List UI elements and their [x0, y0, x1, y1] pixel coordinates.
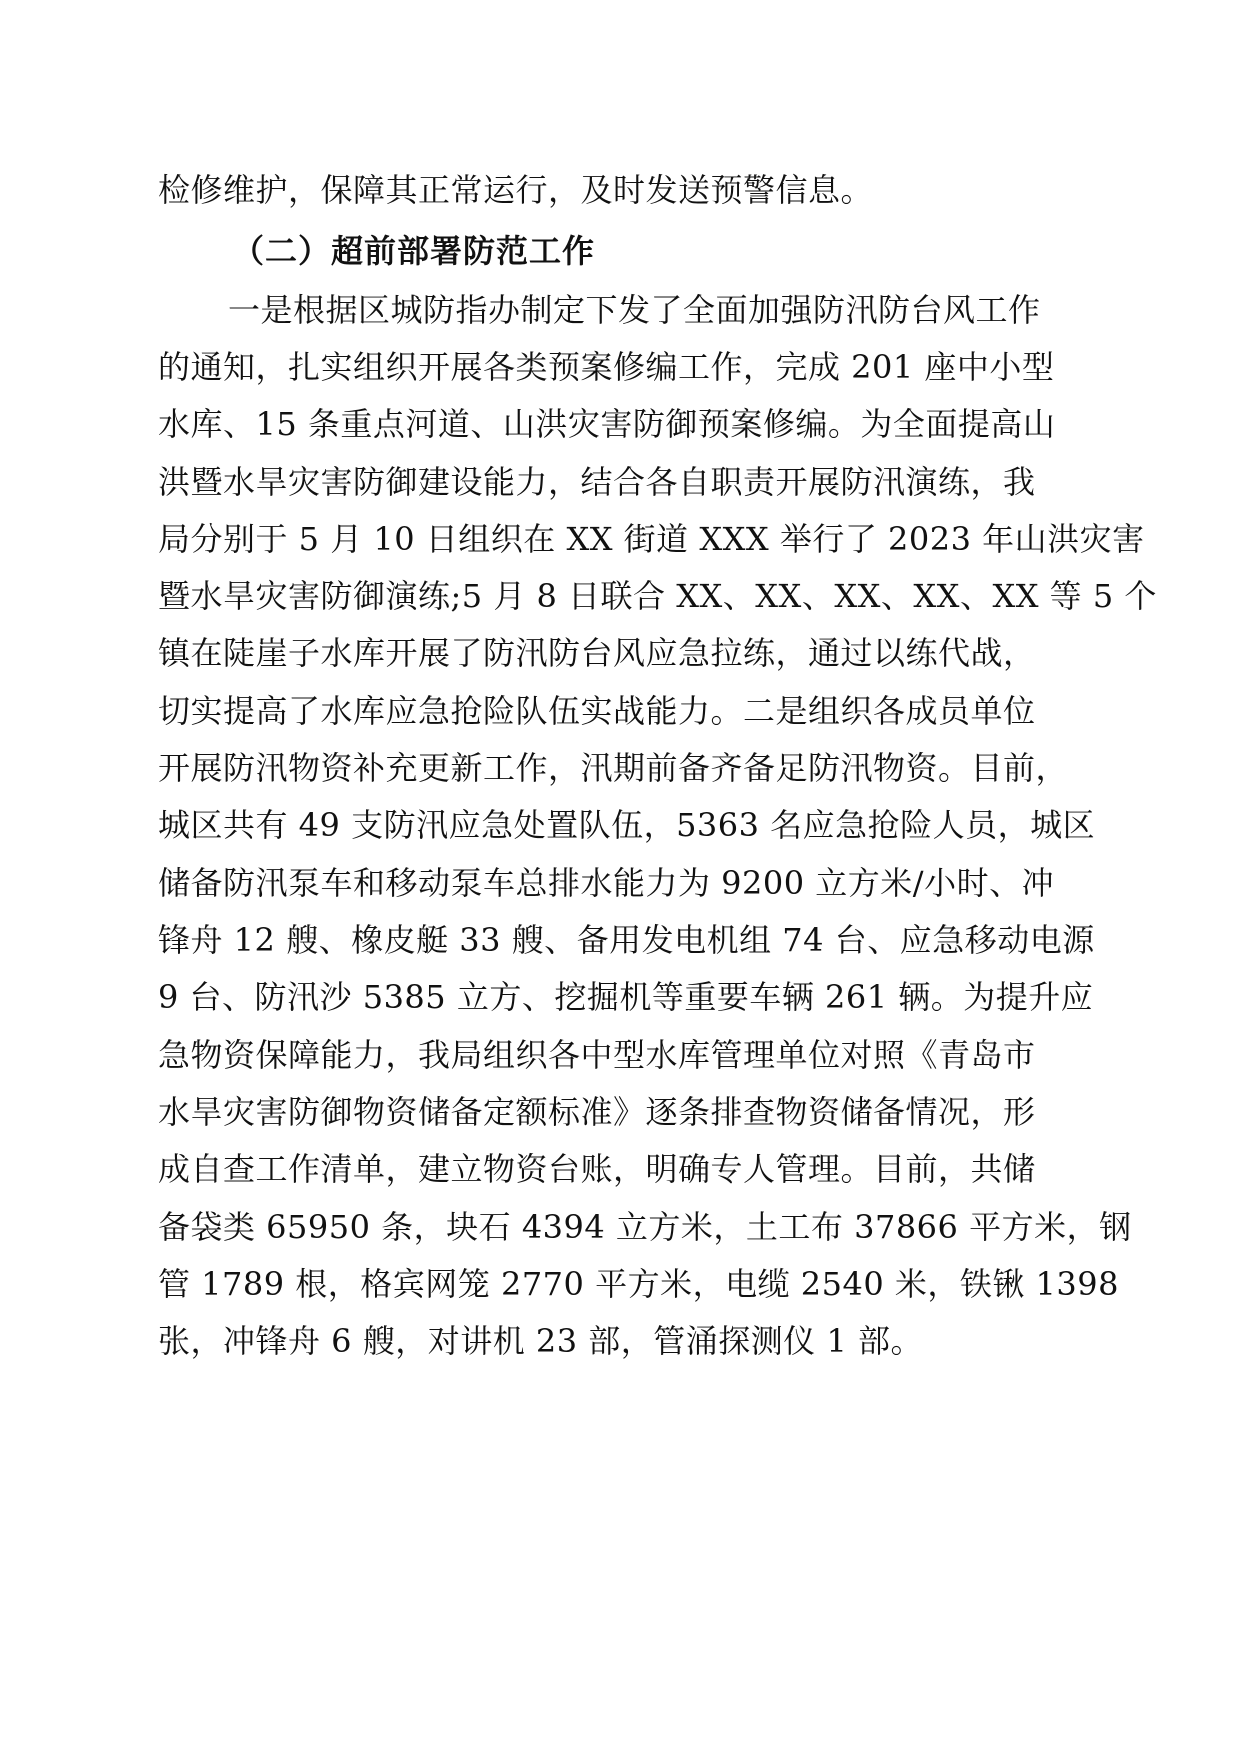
paragraph-line: 一是根据区城防指办制定下发了全面加强防汛防台风工作 — [228, 291, 1041, 329]
paragraph-line: 的通知，扎实组织开展各类预案修编工作，完成 201 座中小型 — [158, 348, 1055, 386]
paragraph-line: 储备防汛泵车和移动泵车总排水能力为 9200 立方米/小时、冲 — [158, 864, 1055, 902]
section-heading: （二）超前部署防范工作 — [232, 232, 596, 270]
continued-paragraph-line: 检修维护，保障其正常运行，及时发送预警信息。 — [158, 171, 874, 209]
paragraph-line: 暨水旱灾害防御演练;5 月 8 日联合 XX、XX、XX、XX、XX 等 5 个 — [158, 577, 1157, 615]
paragraph-line: 成自查工作清单，建立物资台账，明确专人管理。目前，共储 — [158, 1150, 1036, 1188]
paragraph-line: 开展防汛物资补充更新工作，汛期前备齐备足防汛物资。目前， — [158, 749, 1069, 787]
paragraph-line: 切实提高了水库应急抢险队伍实战能力。二是组织各成员单位 — [158, 692, 1036, 730]
paragraph-line: 备袋类 65950 条，块石 4394 立方米，土工布 37866 平方米，钢 — [158, 1208, 1132, 1246]
paragraph-line: 管 1789 根，格宾网笼 2770 平方米，电缆 2540 米，铁锹 1398 — [158, 1265, 1119, 1303]
paragraph-line: 急物资保障能力，我局组织各中型水库管理单位对照《青岛市 — [158, 1036, 1036, 1074]
paragraph-line: 城区共有 49 支防汛应急处置队伍，5363 名应急抢险人员，城区 — [158, 806, 1096, 844]
paragraph-line: 水旱灾害防御物资储备定额标准》逐条排查物资储备情况，形 — [158, 1093, 1036, 1131]
paragraph-line: 局分别于 5 月 10 日组织在 XX 街道 XXX 举行了 2023 年山洪灾害 — [158, 520, 1145, 558]
paragraph-line: 水库、15 条重点河道、山洪灾害防御预案修编。为全面提高山 — [158, 405, 1056, 443]
paragraph-line: 张，冲锋舟 6 艘，对讲机 23 部，管涌探测仪 1 部。 — [158, 1322, 923, 1360]
paragraph-line: 镇在陡崖子水库开展了防汛防台风应急拉练，通过以练代战， — [158, 634, 1036, 672]
paragraph-line: 9 台、防汛沙 5385 立方、挖掘机等重要车辆 261 辆。为提升应 — [158, 978, 1094, 1016]
paragraph-line: 锋舟 12 艘、橡皮艇 33 艘、备用发电机组 74 台、应急移动电源 — [158, 921, 1095, 959]
paragraph-line: 洪暨水旱灾害防御建设能力，结合各自职责开展防汛演练，我 — [158, 463, 1036, 501]
